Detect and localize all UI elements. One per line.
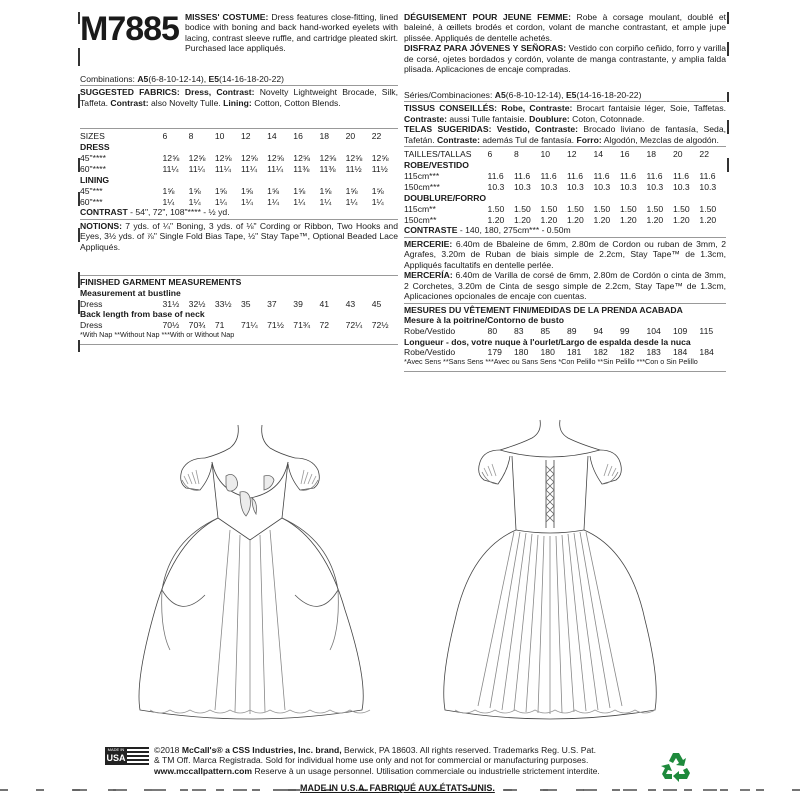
dress-front-icon (100, 380, 400, 730)
divider (404, 101, 726, 102)
group-heading: DOUBLURE/FORRO (404, 192, 487, 203)
nap-footnote-en: *With Nap **Without Nap ***With or Without Nap (80, 329, 235, 339)
divider (80, 219, 398, 220)
bust-heading-en: Measurement at bustline (80, 287, 181, 298)
divider (80, 85, 398, 86)
group-heading: ROBE/VESTIDO (404, 159, 469, 170)
divider (404, 303, 726, 304)
description-text: Dress features close-fitting, lined bodice with boning and back hand-worked eyelets with lacing, contrast sleeve ruffle, and cartridge pleated skirt. Purchased lace appliqués. (184, 12, 399, 54)
table-row: 115cm** 1.50 1.50 1.50 1.50 1.50 1.50 1.50 1.50 1.50 (404, 203, 717, 214)
bust-table-fr-es (404, 326, 726, 337)
english-column (80, 12, 398, 346)
header-block (80, 12, 398, 54)
style-number: M7885 (80, 10, 179, 48)
yardage-table-fr-es (404, 148, 726, 225)
copyright-text: ©2018 McCall's® a CSS Industries, Inc. brand, Berwick, PA 18603. All rights reserved. Trademarks Reg. U.S. Pat. & TM Off. Marca Registrada. Sold for individual home use only and not for commercial or manufacturing purposes. www.mccallpattern.com Reserve à un usage personnel. Utilisation commerciale ou industrielle strictement interdite. (154, 745, 600, 776)
nap-footnote-fr-es: *Avec Sens **Sans Sens ***Avec ou Sans Sens *Con Pelillo **Sin Pelillo ***Con o Sin Pelillo (404, 357, 698, 367)
margin-marker (727, 158, 729, 172)
divider (80, 128, 398, 129)
divider (404, 371, 726, 372)
contrast-en: CONTRAST - 54", 72", 108"**** - ½ yd. (80, 207, 230, 218)
dress-back-icon (400, 380, 700, 730)
group-heading: LINING (80, 174, 110, 185)
description-fr: DÉGUISEMENT POUR JEUNE FEMME: Robe à corsage moulant, doublé et baleiné, à œillets brodés et cordon, volant de manche contrastant, et ample jupe plissée. Appliqués de dentelle achetés. (404, 12, 726, 43)
bust-table-en (80, 298, 398, 309)
table-row: 45"**** 12⅝ 12⅝ 12⅝ 12⅝ 12⅝ 12⅝ 12⅝ 12⅝ 12⅝ (80, 152, 389, 163)
combinations-en: Combinations: A5(6-8-10-12-14), E5(14-16-18-20-22) (80, 73, 284, 84)
divider (80, 275, 398, 276)
divider (404, 237, 726, 238)
description-title: MISSES' COSTUME: (184, 12, 269, 22)
table-row: 115cm*** 11.6 11.6 11.6 11.6 11.6 11.6 11.6 11.6 11.6 (404, 170, 716, 181)
mercerie-fr: MERCERIE: 6.40m de Bbaleine de 6mm, 2.80m de Cordon ou ruban de 3mm, 2 Agrafes, 3.20m de Ruban de biais simple de 2.2cm, Stay Tape™ de 1.3cm, Appliqués facultatifs en dentelle perlée. (404, 238, 726, 270)
back-length-heading-fr-es: Longueur - dos, votre nuque à l'ourlet/Largo de espalda desde la nuca (404, 336, 691, 347)
table-row: 45"*** 1⅝ 1⅝ 1⅝ 1⅝ 1⅝ 1⅝ 1⅝ 1⅝ 1⅝ (80, 185, 384, 196)
divider (80, 344, 398, 345)
margin-marker (727, 92, 729, 102)
back-length-heading-en: Back length from base of neck (80, 309, 205, 320)
bust-heading-fr-es: Mesure à la poitrine/Contorno de busto (404, 315, 564, 326)
description-en (185, 12, 398, 54)
sizes-header-row: SIZES 6 8 10 12 14 16 18 20 22 (80, 130, 382, 141)
made-in-usa-flag-icon: MADE IN USA (105, 747, 149, 769)
suggested-fabrics-es: TELAS SUGERIDAS: Vestido, Contraste: Brocado liviano de fantasía, Seda, Tafetán. Contraste: además Tul de fantasía. Forro: Algodón, Mezclas de algodón. (404, 124, 726, 145)
finished-heading-en: FINISHED GARMENT MEASUREMENTS (80, 277, 242, 288)
combinations-fr-es: Séries/Combinaciones: A5(6-8-10-12-14), E5(14-16-18-20-22) (404, 89, 642, 100)
sizes-header-row: TAILLES/TALLAS 6 8 10 12 14 16 18 20 22 (404, 148, 709, 159)
table-row: 60"**** 11¼ 11¼ 11¼ 11¼ 11¼ 11⅜ 11⅜ 11½ 11½ (80, 163, 388, 174)
recycle-icon (660, 750, 692, 782)
yardage-table-en (80, 130, 398, 207)
contrast-fr-es: CONTRASTE - 140, 180, 275cm*** - 0.50m (404, 225, 571, 236)
dress-illustrations (100, 380, 720, 730)
table-row: 150cm** 1.20 1.20 1.20 1.20 1.20 1.20 1.20 1.20 1.20 (404, 214, 717, 225)
website-link[interactable]: www.mccallpattern.com (154, 765, 253, 776)
made-in-label: MADE IN U.S.A. FABRIQUÉ AUX ÉTATS-UNIS. (300, 783, 495, 793)
suggested-fabrics-en: SUGGESTED FABRICS: Dress, Contrast: Novelty Lightweight Brocade, Silk, Taffeta. Contrast: also Novelty Tulle. Lining: Cotton, Cotton Blends. (80, 87, 398, 108)
table-row: Dress 70½ 70¾ 71 71¼ 71½ 71¾ 72 72¼ 72½ (80, 320, 389, 331)
merceria-es: MERCERÍA: 6.40m de Varilla de corsé de 6mm, 2.80m de Cordón o cinta de 3mm, 2 Corchetes, 3.20m de Cinta de sesgo simple de 2.2cm, Stay Tape™ de 1.3cm, Aplicaciones opcionales de encaje con cuentas. (404, 270, 726, 302)
divider (404, 146, 726, 147)
margin-marker (727, 42, 729, 56)
french-spanish-column (404, 12, 726, 373)
finished-heading-fr-es: MESURES DU VÊTEMENT FINI/MEDIDAS DE LA PRENDA ACABADA (404, 304, 683, 315)
margin-marker (727, 12, 729, 24)
table-row: Robe/Vestido 179 180 180 181 182 182 183 184 184 (404, 347, 714, 358)
table-row: Robe/Vestido 80 83 85 89 94 99 104 109 115 (404, 325, 714, 336)
table-row: 60"*** 1¼ 1¼ 1¼ 1¼ 1¼ 1¼ 1¼ 1¼ 1¼ (80, 196, 384, 207)
group-heading: DRESS (80, 141, 110, 152)
description-es: DISFRAZ PARA JÓVENES Y SEÑORAS: Vestido con corpiño ceñido, forro y varilla de corsé, ojetes bordados y cordón, volante de manga contrastante, y amplia falda plisada. Aplicaciones de encaje compradas. (404, 43, 726, 75)
table-row: 150cm*** 10.3 10.3 10.3 10.3 10.3 10.3 10.3 10.3 10.3 (404, 181, 717, 192)
margin-marker (727, 120, 729, 134)
table-row: Dress 31½ 32½ 33½ 35 37 39 41 43 45 (80, 298, 382, 309)
notions-en: NOTIONS: 7 yds. of ¼" Boning, 3 yds. of ⅛" Cording or Ribbon, Two Hooks and Eyes, 3½ yds. of ⅞" Single Fold Bias Tape, ½" Stay Tape™, Optional Beaded Lace Appliqués. (80, 220, 398, 252)
suggested-fabrics-fr: TISSUS CONSEILLÉS: Robe, Contraste: Brocart fantaisie léger, Soie, Taffetas. Contraste: aussi Tulle fantaisie. Doublure: Coton, Cotonnade. (404, 103, 726, 124)
